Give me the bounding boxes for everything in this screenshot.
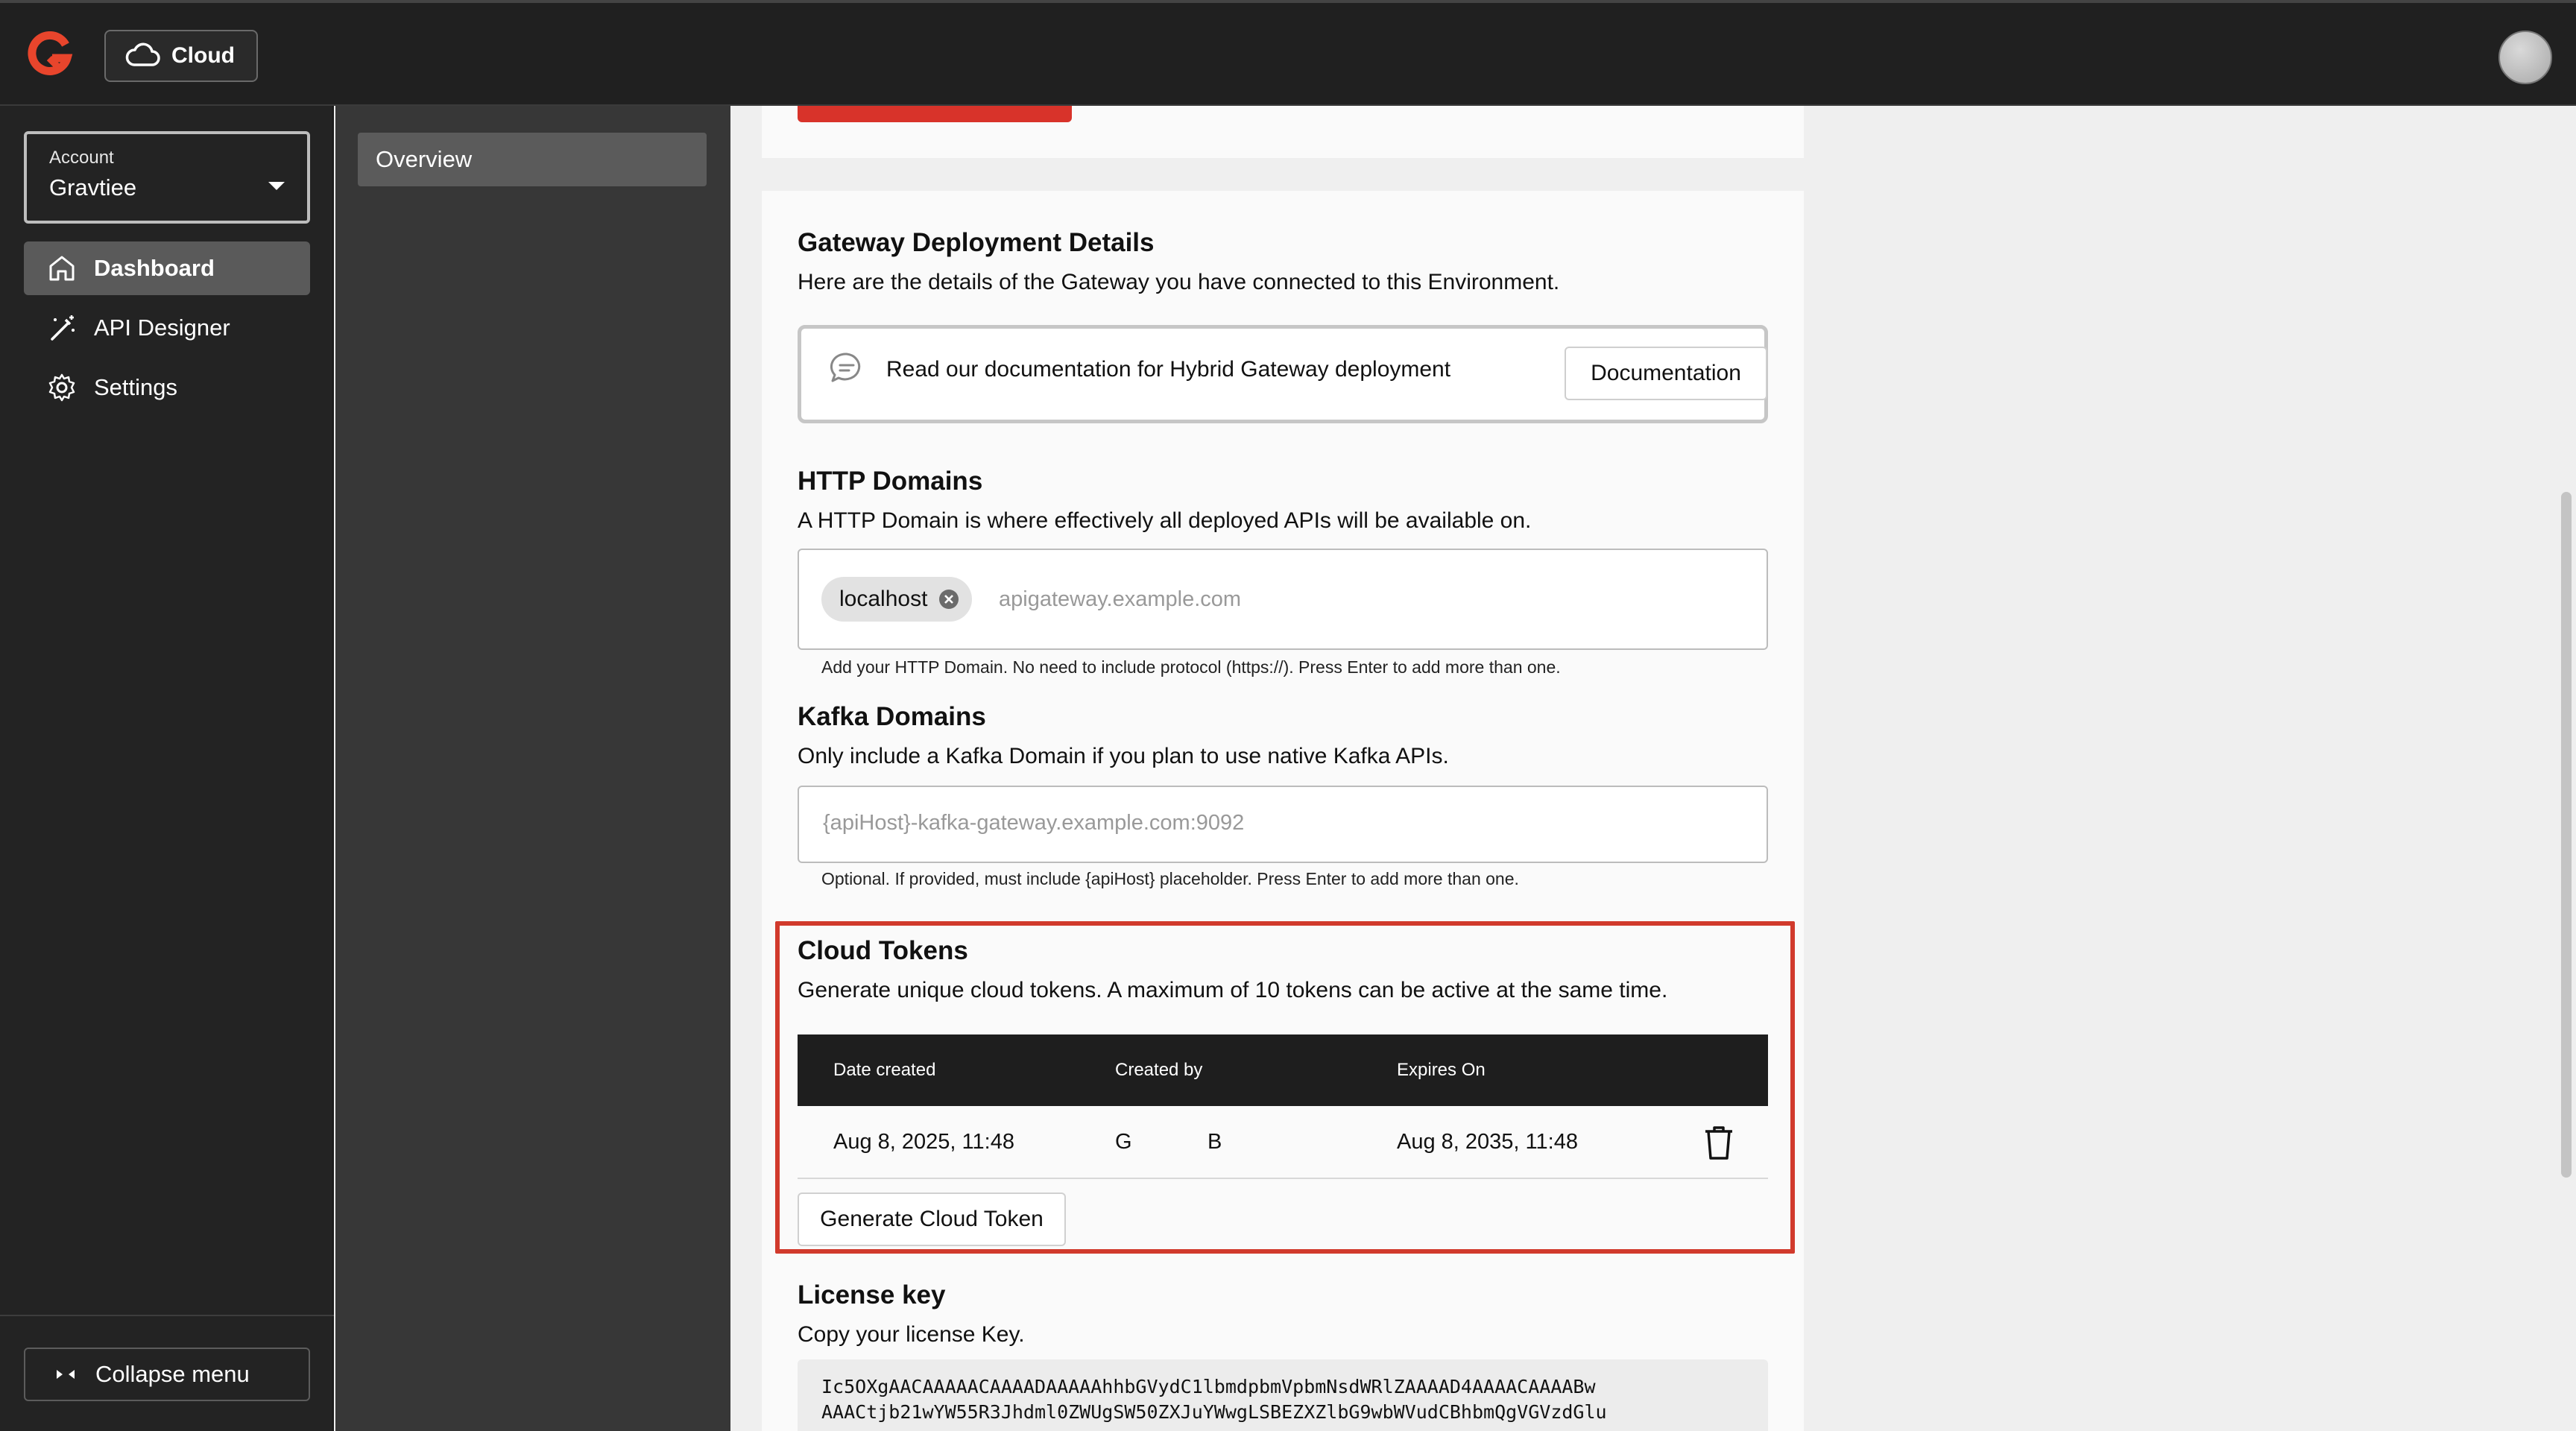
tokens-table-header	[798, 1034, 1768, 1106]
cloud-tokens-title: Cloud Tokens	[798, 936, 968, 965]
sidebar-divider	[0, 1315, 334, 1316]
kafka-domains-title: Kafka Domains	[798, 702, 986, 731]
gateway-description: Here are the details of the Gateway you have connected to this Environment.	[798, 270, 1560, 294]
account-value: Gravtiee	[49, 174, 137, 200]
cloud-tokens-description: Generate unique cloud tokens. A maximum of 10 tokens can be active at the same time.	[798, 978, 1668, 1002]
column-header-expires-on: Expires On	[1397, 1060, 1486, 1080]
token-date-created: Aug 8, 2025, 11:48	[833, 1130, 1014, 1154]
http-domains-title: HTTP Domains	[798, 467, 983, 496]
account-selector[interactable]	[24, 131, 310, 224]
http-domains-hint: Add your HTTP Domain. No need to include protocol (https://). Press Enter to add more than one.	[821, 657, 1561, 677]
collapse-arrows-icon	[55, 1367, 78, 1382]
sidebar-item-settings[interactable]	[24, 361, 310, 414]
license-description: Copy your license Key.	[798, 1322, 1025, 1347]
sidebar-item-label: Settings	[94, 374, 178, 400]
account-label: Account	[49, 148, 114, 168]
domain-chip	[821, 577, 972, 622]
trash-icon[interactable]	[1701, 1124, 1737, 1161]
gear-icon	[46, 372, 78, 403]
column-header-date-created: Date created	[833, 1060, 936, 1080]
domain-chip-label: localhost	[839, 587, 928, 611]
sidebar-item-label: Dashboard	[94, 255, 215, 281]
sidebar-item-label: API Designer	[94, 315, 230, 341]
http-domains-input[interactable]	[798, 549, 1768, 650]
danger-button[interactable]	[798, 106, 1072, 122]
sidebar-item-dashboard[interactable]	[24, 241, 310, 295]
kafka-domains-description: Only include a Kafka Domain if you plan to use native Kafka APIs.	[798, 744, 1449, 768]
license-key-line: AAACtjb21wYW55R3Jhdml0ZWUgSW50ZXJuYWwgLSBEZXZlbG9wbWVudCBhbmQgVGVzdGlu	[821, 1401, 1607, 1423]
sub-navigation	[335, 106, 730, 1431]
documentation-text: Read our documentation for Hybrid Gateway deployment	[886, 357, 1451, 382]
gravitee-logo[interactable]	[27, 31, 73, 78]
documentation-button[interactable]: Documentation	[1565, 347, 1767, 400]
subnav-item-overview[interactable]: Overview	[358, 133, 707, 186]
cloud-icon	[124, 41, 161, 71]
table-row	[798, 1106, 1768, 1179]
kafka-domains-input[interactable]	[798, 786, 1768, 863]
remove-chip-icon[interactable]	[938, 588, 960, 610]
sidebar-item-api-designer[interactable]	[24, 301, 310, 355]
user-avatar[interactable]	[2498, 31, 2552, 84]
documentation-banner	[798, 325, 1768, 423]
sidebar	[0, 106, 334, 1431]
token-expires-on: Aug 8, 2035, 11:48	[1397, 1130, 1578, 1154]
license-key-line: Ic5OXgAACAAAAACAAAADAAAAAhhbGVydC1lbmdpbmVpbmNsdWRlZAAAAD4AAAACAAAABw	[821, 1376, 1596, 1397]
license-title: License key	[798, 1280, 946, 1310]
magic-wand-icon	[46, 312, 78, 344]
chat-bubble-icon	[828, 350, 865, 387]
top-bar	[0, 0, 2576, 106]
http-domains-description: A HTTP Domain is where effectively all deployed APIs will be available on.	[798, 508, 1532, 533]
license-key-box[interactable]	[798, 1359, 1768, 1431]
generate-cloud-token-button[interactable]: Generate Cloud Token	[798, 1192, 1066, 1246]
http-domains-placeholder: apigateway.example.com	[999, 587, 1242, 611]
gateway-details-card	[762, 191, 1804, 1431]
caret-down-icon	[268, 182, 285, 190]
previous-card	[762, 106, 1804, 158]
scrollbar-thumb[interactable]	[2561, 492, 2572, 1178]
home-icon	[46, 253, 78, 284]
collapse-menu-button[interactable]	[24, 1348, 310, 1401]
kafka-domains-placeholder: {apiHost}-kafka-gateway.example.com:9092	[823, 811, 1245, 835]
gateway-title: Gateway Deployment Details	[798, 228, 1155, 257]
environment-label: Cloud	[171, 43, 235, 68]
kafka-domains-hint: Optional. If provided, must include {apiHost} placeholder. Press Enter to add more than one.	[821, 869, 1519, 888]
column-header-created-by: Created by	[1115, 1060, 1203, 1080]
environment-selector-button[interactable]	[104, 30, 258, 82]
collapse-menu-label: Collapse menu	[95, 1361, 250, 1387]
token-created-by-first: G	[1115, 1130, 1132, 1154]
token-created-by-last: B	[1208, 1130, 1222, 1154]
